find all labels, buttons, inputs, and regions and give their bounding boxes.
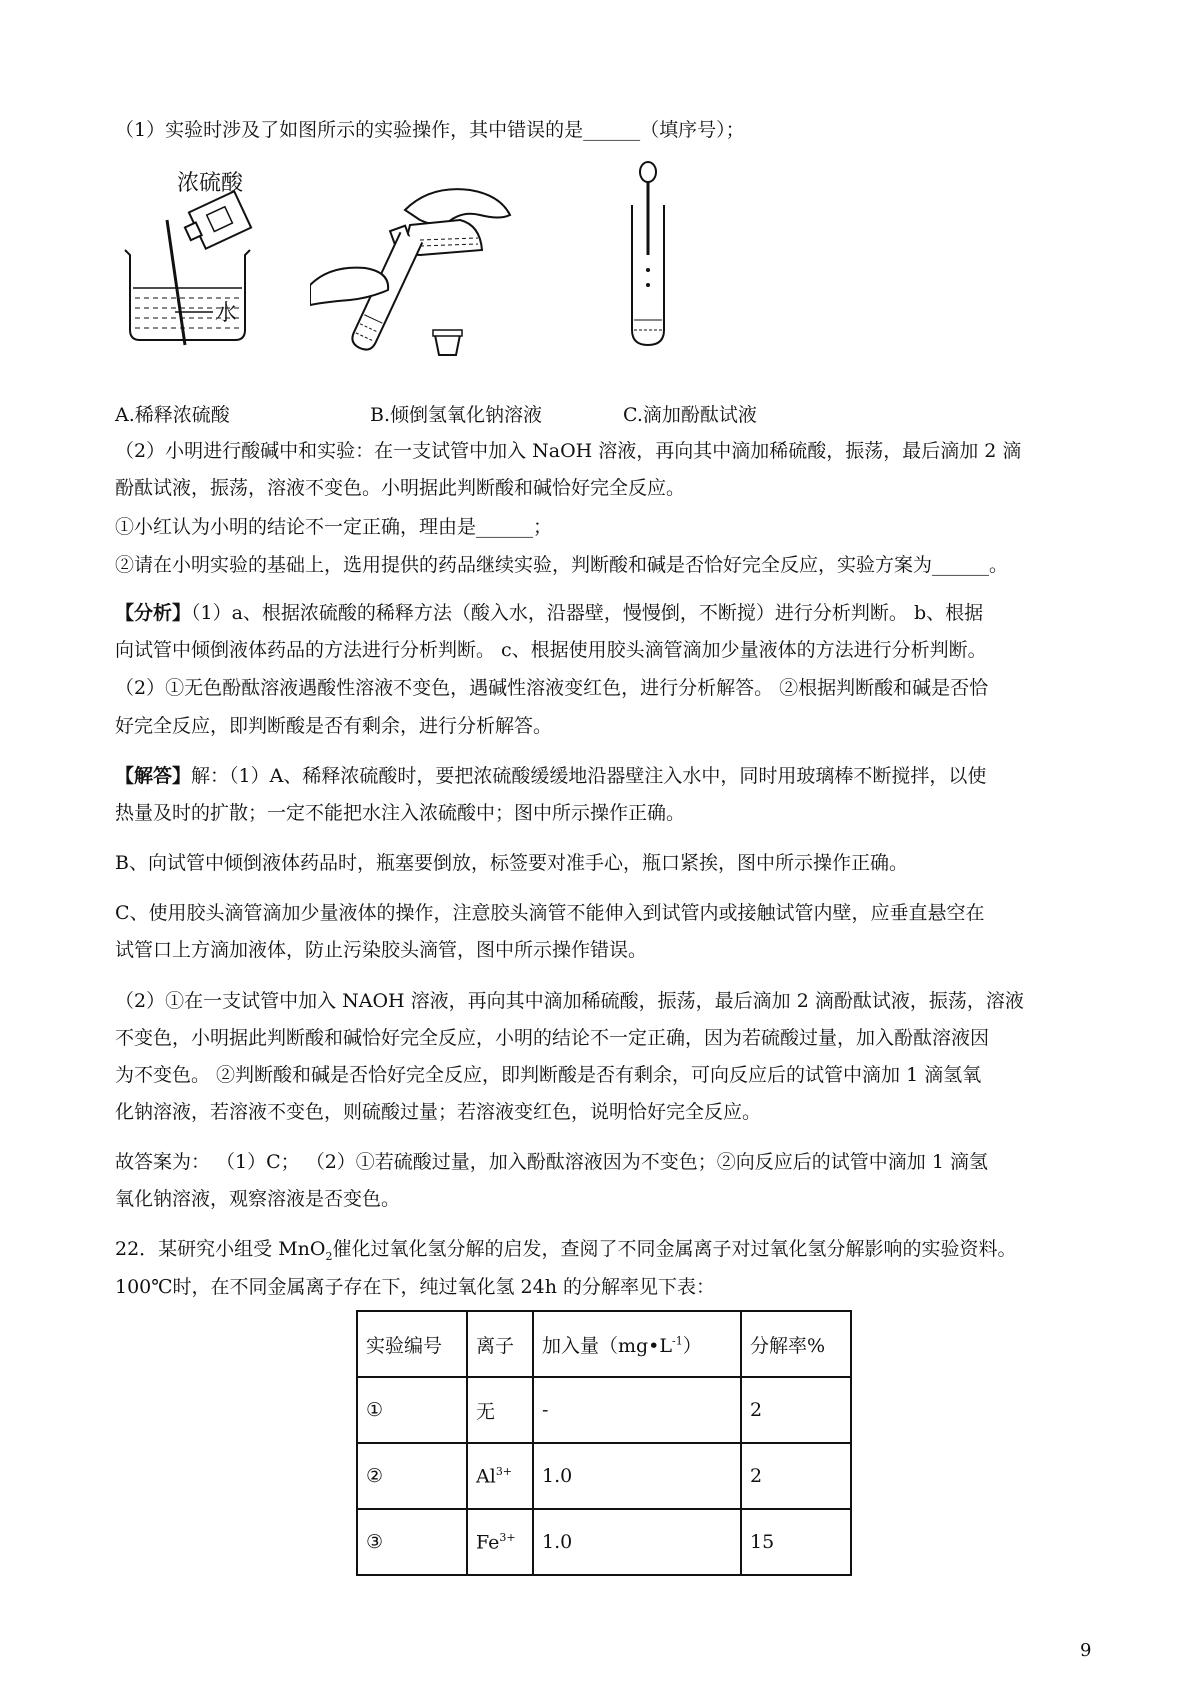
analysis-line-3: （2）①无色酚酞溶液遇酸性溶液不变色，遇碱性溶液变红色，进行分析解答。 ②根据判断酸和碱是否恰 xyxy=(115,677,989,699)
decomposition-table xyxy=(356,1310,852,1576)
table-row xyxy=(357,1377,851,1443)
table-cell-ion xyxy=(467,1443,533,1509)
table-cell-id: ③ xyxy=(357,1509,467,1575)
table-cell-rate: 2 xyxy=(741,1443,851,1509)
beaker-icon xyxy=(125,250,250,340)
figure-a-dilution xyxy=(115,160,265,370)
q22-line-1 xyxy=(115,1236,1017,1270)
ion-symbol: Al xyxy=(476,1465,496,1488)
caption-b: B.倾倒氢氧化钠溶液 xyxy=(370,404,543,426)
q2-sub-1: ①小红认为小明的结论不一定正确，理由是______； xyxy=(115,516,553,538)
table-row xyxy=(357,1443,851,1509)
q22-text-post: 催化过氧化氢分解的启发，查阅了不同金属离子对过氧化氢分解影响的实验资料。 xyxy=(332,1238,1017,1260)
table-cell-amount: 1.0 xyxy=(533,1509,741,1575)
ion-charge: 3+ xyxy=(495,1464,513,1478)
answer-line-2: 热量及时的扩散；一定不能把水注入浓硫酸中；图中所示操作正确。 xyxy=(115,802,686,824)
dropper-bulb-icon xyxy=(640,162,656,182)
fig-a-label: 浓硫酸 xyxy=(177,171,244,196)
final-answer-2: 氧化钠溶液，观察溶液是否变色。 xyxy=(115,1188,401,1210)
q1-prompt: （1）实验时涉及了如图所示的实验操作，其中错误的是______（填序号）； xyxy=(115,119,745,141)
table-header-cell: 离子 xyxy=(467,1311,533,1377)
answer-tag: 【解答】 xyxy=(115,765,192,787)
analysis-tag: 【分析】 xyxy=(115,602,192,624)
table-cell-amount: 1.0 xyxy=(533,1443,741,1509)
page-number: 9 xyxy=(1080,1640,1092,1661)
bottle-stopper-icon xyxy=(435,335,460,355)
analysis-line-2: 向试管中倾倒液体药品的方法进行分析判断。 c、根据使用胶头滴管滴加少量液体的方法进行分析判断。 xyxy=(115,639,987,661)
table-header-row xyxy=(357,1311,851,1377)
answer-line-1 xyxy=(115,763,986,789)
header-amount-text: 加入量（mg•L xyxy=(542,1334,673,1357)
table-cell-rate: 15 xyxy=(741,1509,851,1575)
table-cell-amount: - xyxy=(533,1377,741,1443)
answer-line-3: B、向试管中倾倒液体药品时，瓶塞要倒放，标签要对准手心，瓶口紧挨，图中所示操作正确。 xyxy=(115,852,908,874)
analysis-text-1: （1）a、根据浓硫酸的稀释方法（酸入水，沿器壁，慢慢倒，不断搅）进行分析判断。 b、根据 xyxy=(191,602,984,624)
table-cell-rate: 2 xyxy=(741,1377,851,1443)
answer-line-8: 为不变色。 ②判断酸和碱是否恰好完全反应，即判断酸是否有剩余，可向反应后的试管中滴加 1 滴氢氧 xyxy=(115,1064,982,1086)
caption-a: A.稀释浓硫酸 xyxy=(115,404,230,426)
caption-c: C.滴加酚酞试液 xyxy=(623,404,757,426)
table-header-cell: 实验编号 xyxy=(357,1311,467,1377)
answer-line-7: 不变色，小明据此判断酸和碱恰好完全反应，小明的结论不一定正确，因为若硫酸过量，加入酚酞溶液因 xyxy=(115,1027,990,1049)
q2-line-1: （2）小明进行酸碱中和实验：在一支试管中加入 NaOH 溶液，再向其中滴加稀硫酸，振荡，最后滴加 2 滴 xyxy=(115,440,1022,462)
header-amount-sup: -1 xyxy=(672,1334,683,1348)
table-cell-ion xyxy=(467,1509,533,1575)
q2-line-2: 酚酞试液，振荡，溶液不变色。小明据此判断酸和碱恰好完全反应。 xyxy=(115,477,686,499)
ion-charge: 3+ xyxy=(499,1530,516,1544)
ion-symbol: 无 xyxy=(476,1400,496,1423)
acid-bottle-icon xyxy=(180,191,251,253)
table-cell-id: ② xyxy=(357,1443,467,1509)
answer-line-6: （2）①在一支试管中加入 NAOH 溶液，再向其中滴加稀硫酸，振荡，最后滴加 2 滴酚酞试液，振荡，溶液 xyxy=(115,990,1024,1012)
ion-symbol: Fe xyxy=(476,1531,500,1554)
analysis-line-4: 好完全反应，即判断酸是否有剩余，进行分析解答。 xyxy=(115,715,553,737)
answer-text-1: 解：（1）A、稀释浓硫酸时，要把浓硫酸缓缓地沿器壁注入水中，同时用玻璃棒不断搅拌，以使 xyxy=(191,765,987,787)
table-cell-ion xyxy=(467,1377,533,1443)
table-header-cell: 分解率% xyxy=(741,1311,851,1377)
q22-line-2: 100℃时，在不同金属离子存在下，纯过氧化氢 24h 的分解率见下表： xyxy=(115,1276,716,1298)
q22-text-pre: 22．某研究小组受 MnO xyxy=(115,1238,326,1260)
header-amount-close: ） xyxy=(682,1334,702,1357)
table-row xyxy=(357,1509,851,1575)
q22-subscript: 2 xyxy=(325,1249,333,1263)
figure-b-pouring xyxy=(310,180,520,370)
final-answer-1: 故答案为： （1）C； （2）①若硫酸过量，加入酚酞溶液因为不变色；②向反应后的试管中滴加 1 滴氢 xyxy=(115,1151,988,1173)
glass-rod-icon xyxy=(167,220,185,345)
table-header-cell xyxy=(533,1311,741,1377)
answer-line-5: 试管口上方滴加液体，防止污染胶头滴管，图中所示操作错误。 xyxy=(115,939,648,961)
table-cell-id: ① xyxy=(357,1377,467,1443)
q2-sub-2: ②请在小明实验的基础上，选用提供的药品继续实验，判断酸和碱是否恰好完全反应，实验方案为______。 xyxy=(115,554,1009,576)
fig-a-water-label: 水 xyxy=(215,301,238,326)
answer-line-4: C、使用胶头滴管滴加少量液体的操作，注意胶头滴管不能伸入到试管内或接触试管内壁，应垂直悬空在 xyxy=(115,902,985,924)
figure-c-dropper xyxy=(620,160,680,360)
answer-line-9: 化钠溶液，若溶液不变色，则硫酸过量；若溶液变红色，说明恰好完全反应。 xyxy=(115,1101,762,1123)
analysis-line-1 xyxy=(115,600,983,626)
